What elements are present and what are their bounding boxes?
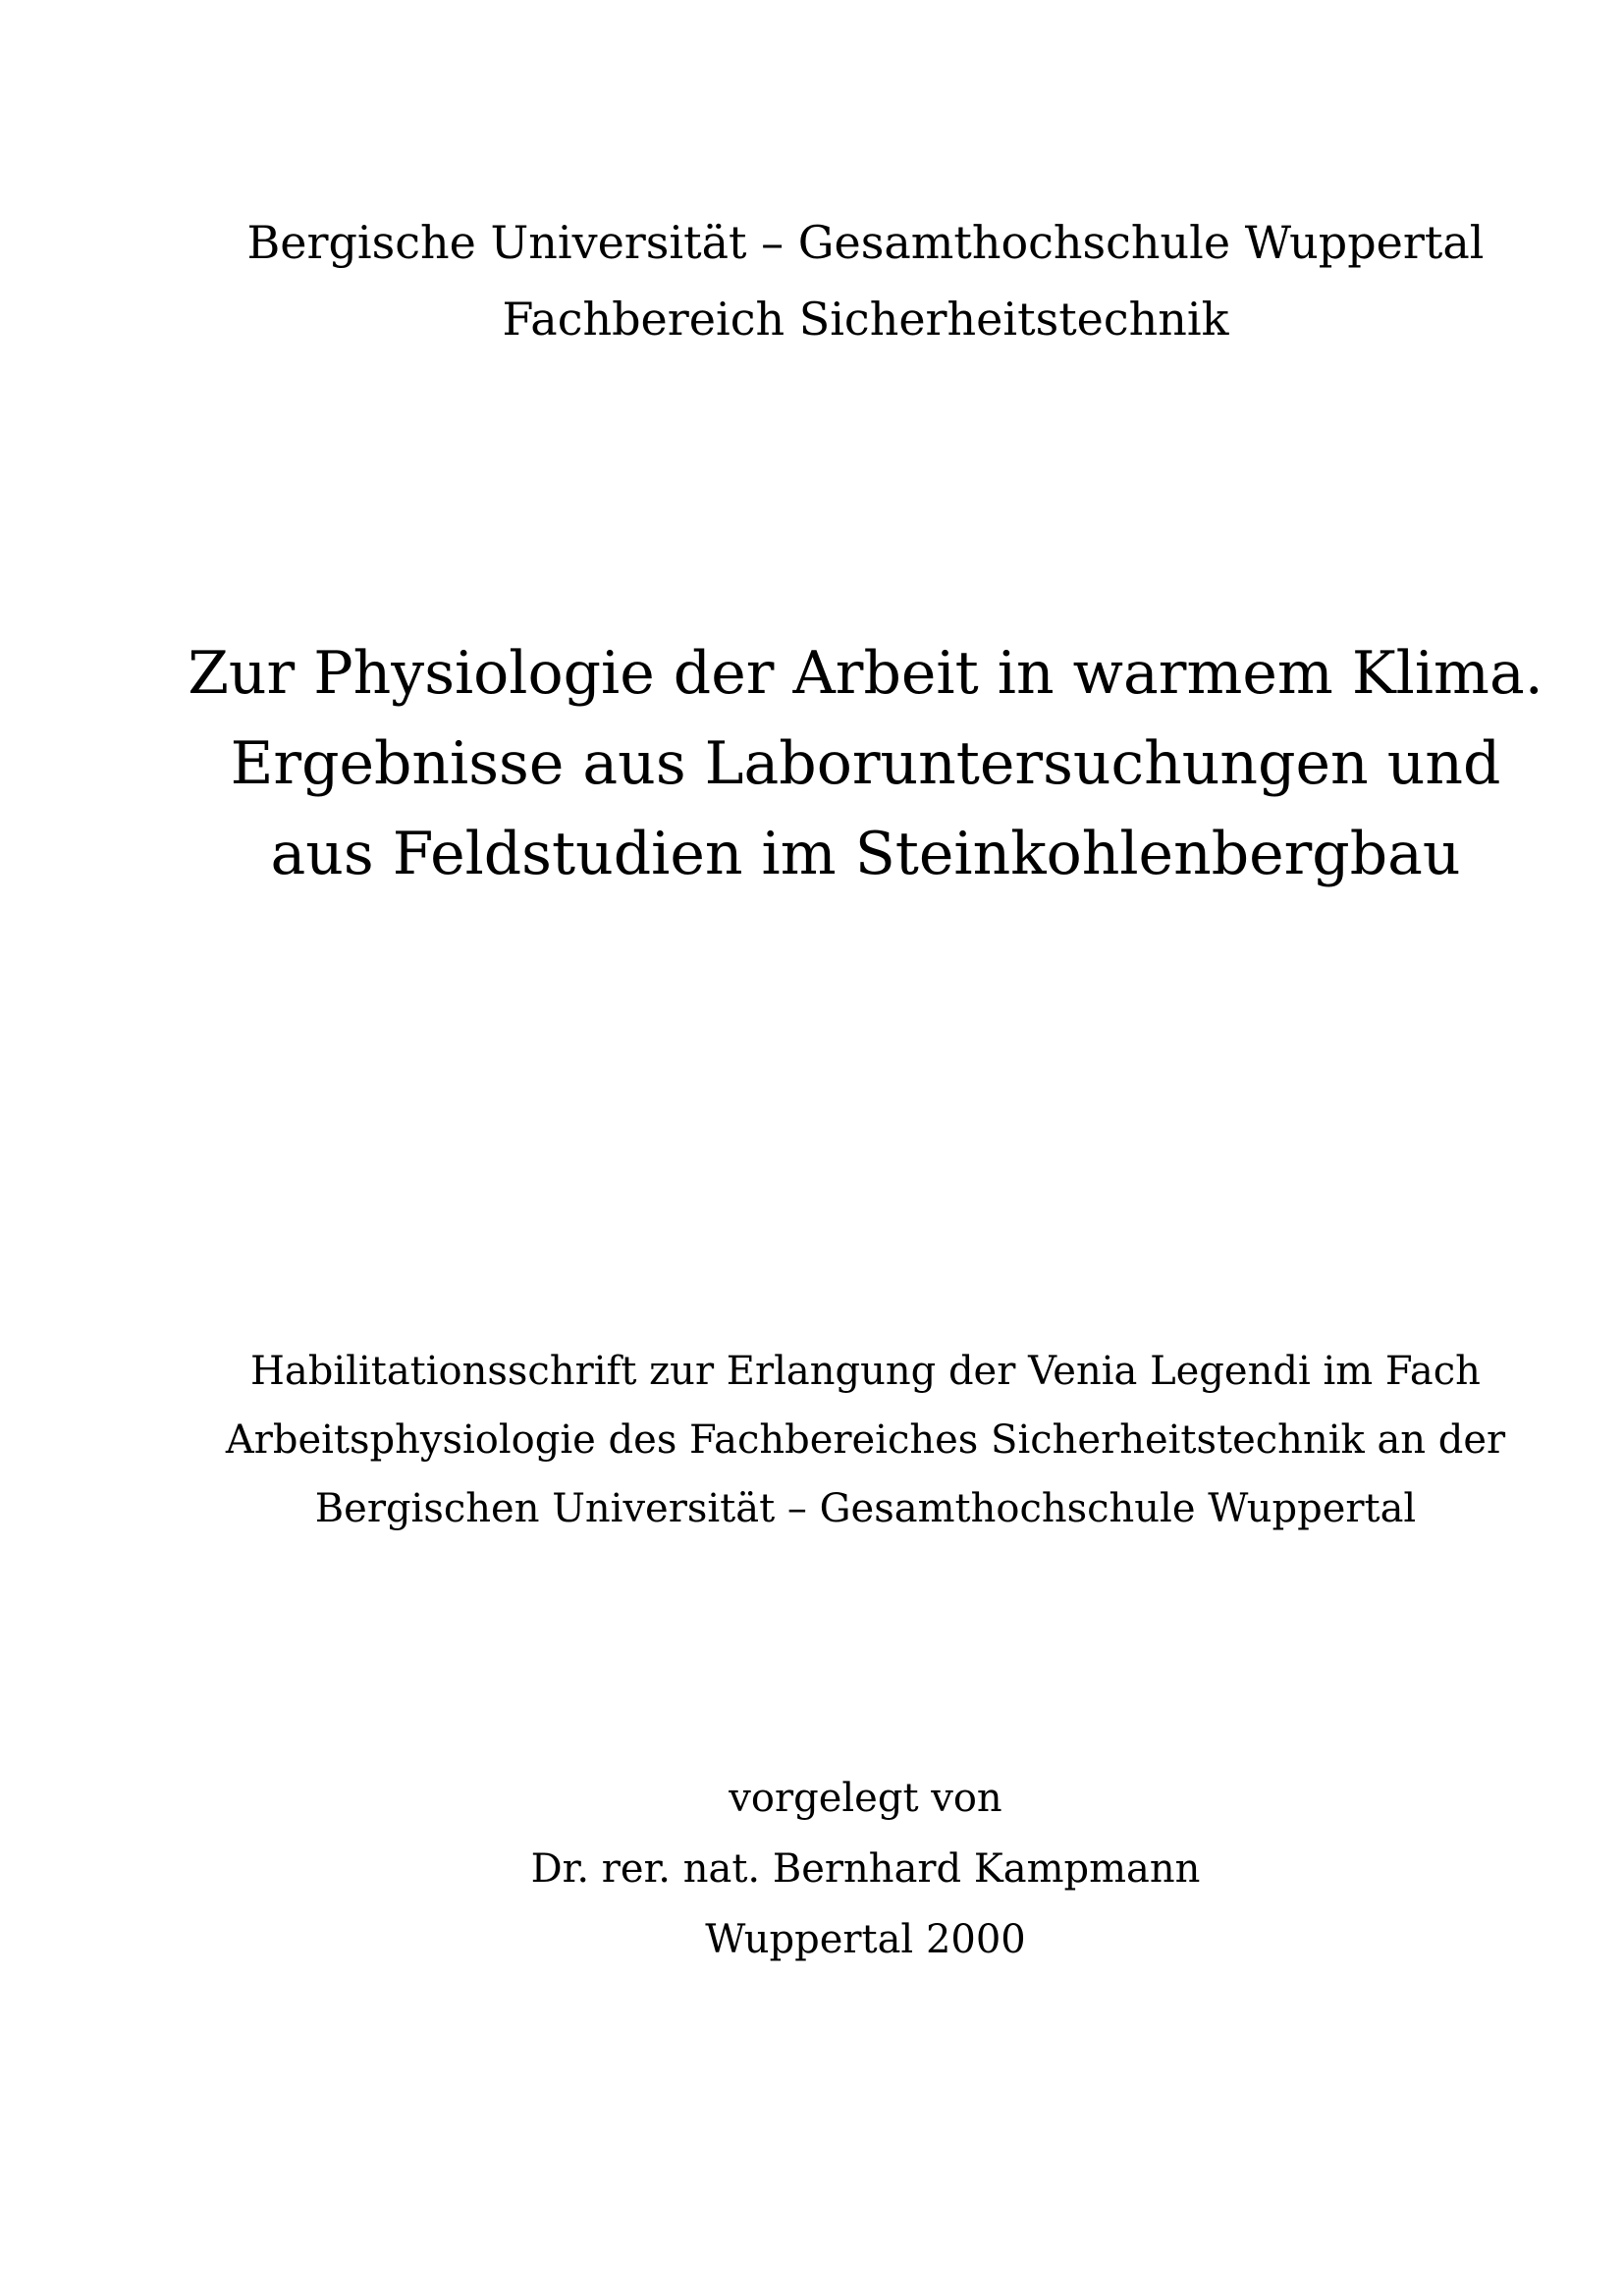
author-name: Dr. rer. nat. Bernhard Kampmann (530, 1846, 1201, 1892)
description-line-3: Bergischen Universität – Gesamthochschule Wuppertal (314, 1486, 1417, 1531)
thesis-description (54, 1337, 1623, 1543)
institution-header (54, 204, 1623, 357)
author-block (54, 1763, 1623, 1975)
place-and-year: Wuppertal 2000 (705, 1917, 1026, 1962)
document-title (54, 628, 1623, 899)
department-name: Fachbereich Sicherheitstechnik (502, 293, 1229, 346)
university-name: Bergische Universität – Gesamthochschule Wuppertal (246, 216, 1485, 269)
title-line-2: Ergebnisse aus Laboruntersuchungen und (230, 729, 1501, 798)
presented-by: vorgelegt von (729, 1776, 1002, 1821)
description-line-2: Arbeitsphysiologie des Fachbereiches Sicherheitstechnik an der (225, 1417, 1506, 1463)
title-line-3: aus Feldstudien im Steinkohlenbergbau (270, 820, 1461, 888)
description-line-1: Habilitationsschrift zur Erlangung der Venia Legendi im Fach (250, 1349, 1481, 1394)
title-line-1: Zur Physiologie der Arbeit in warmem Klima. (188, 639, 1543, 708)
